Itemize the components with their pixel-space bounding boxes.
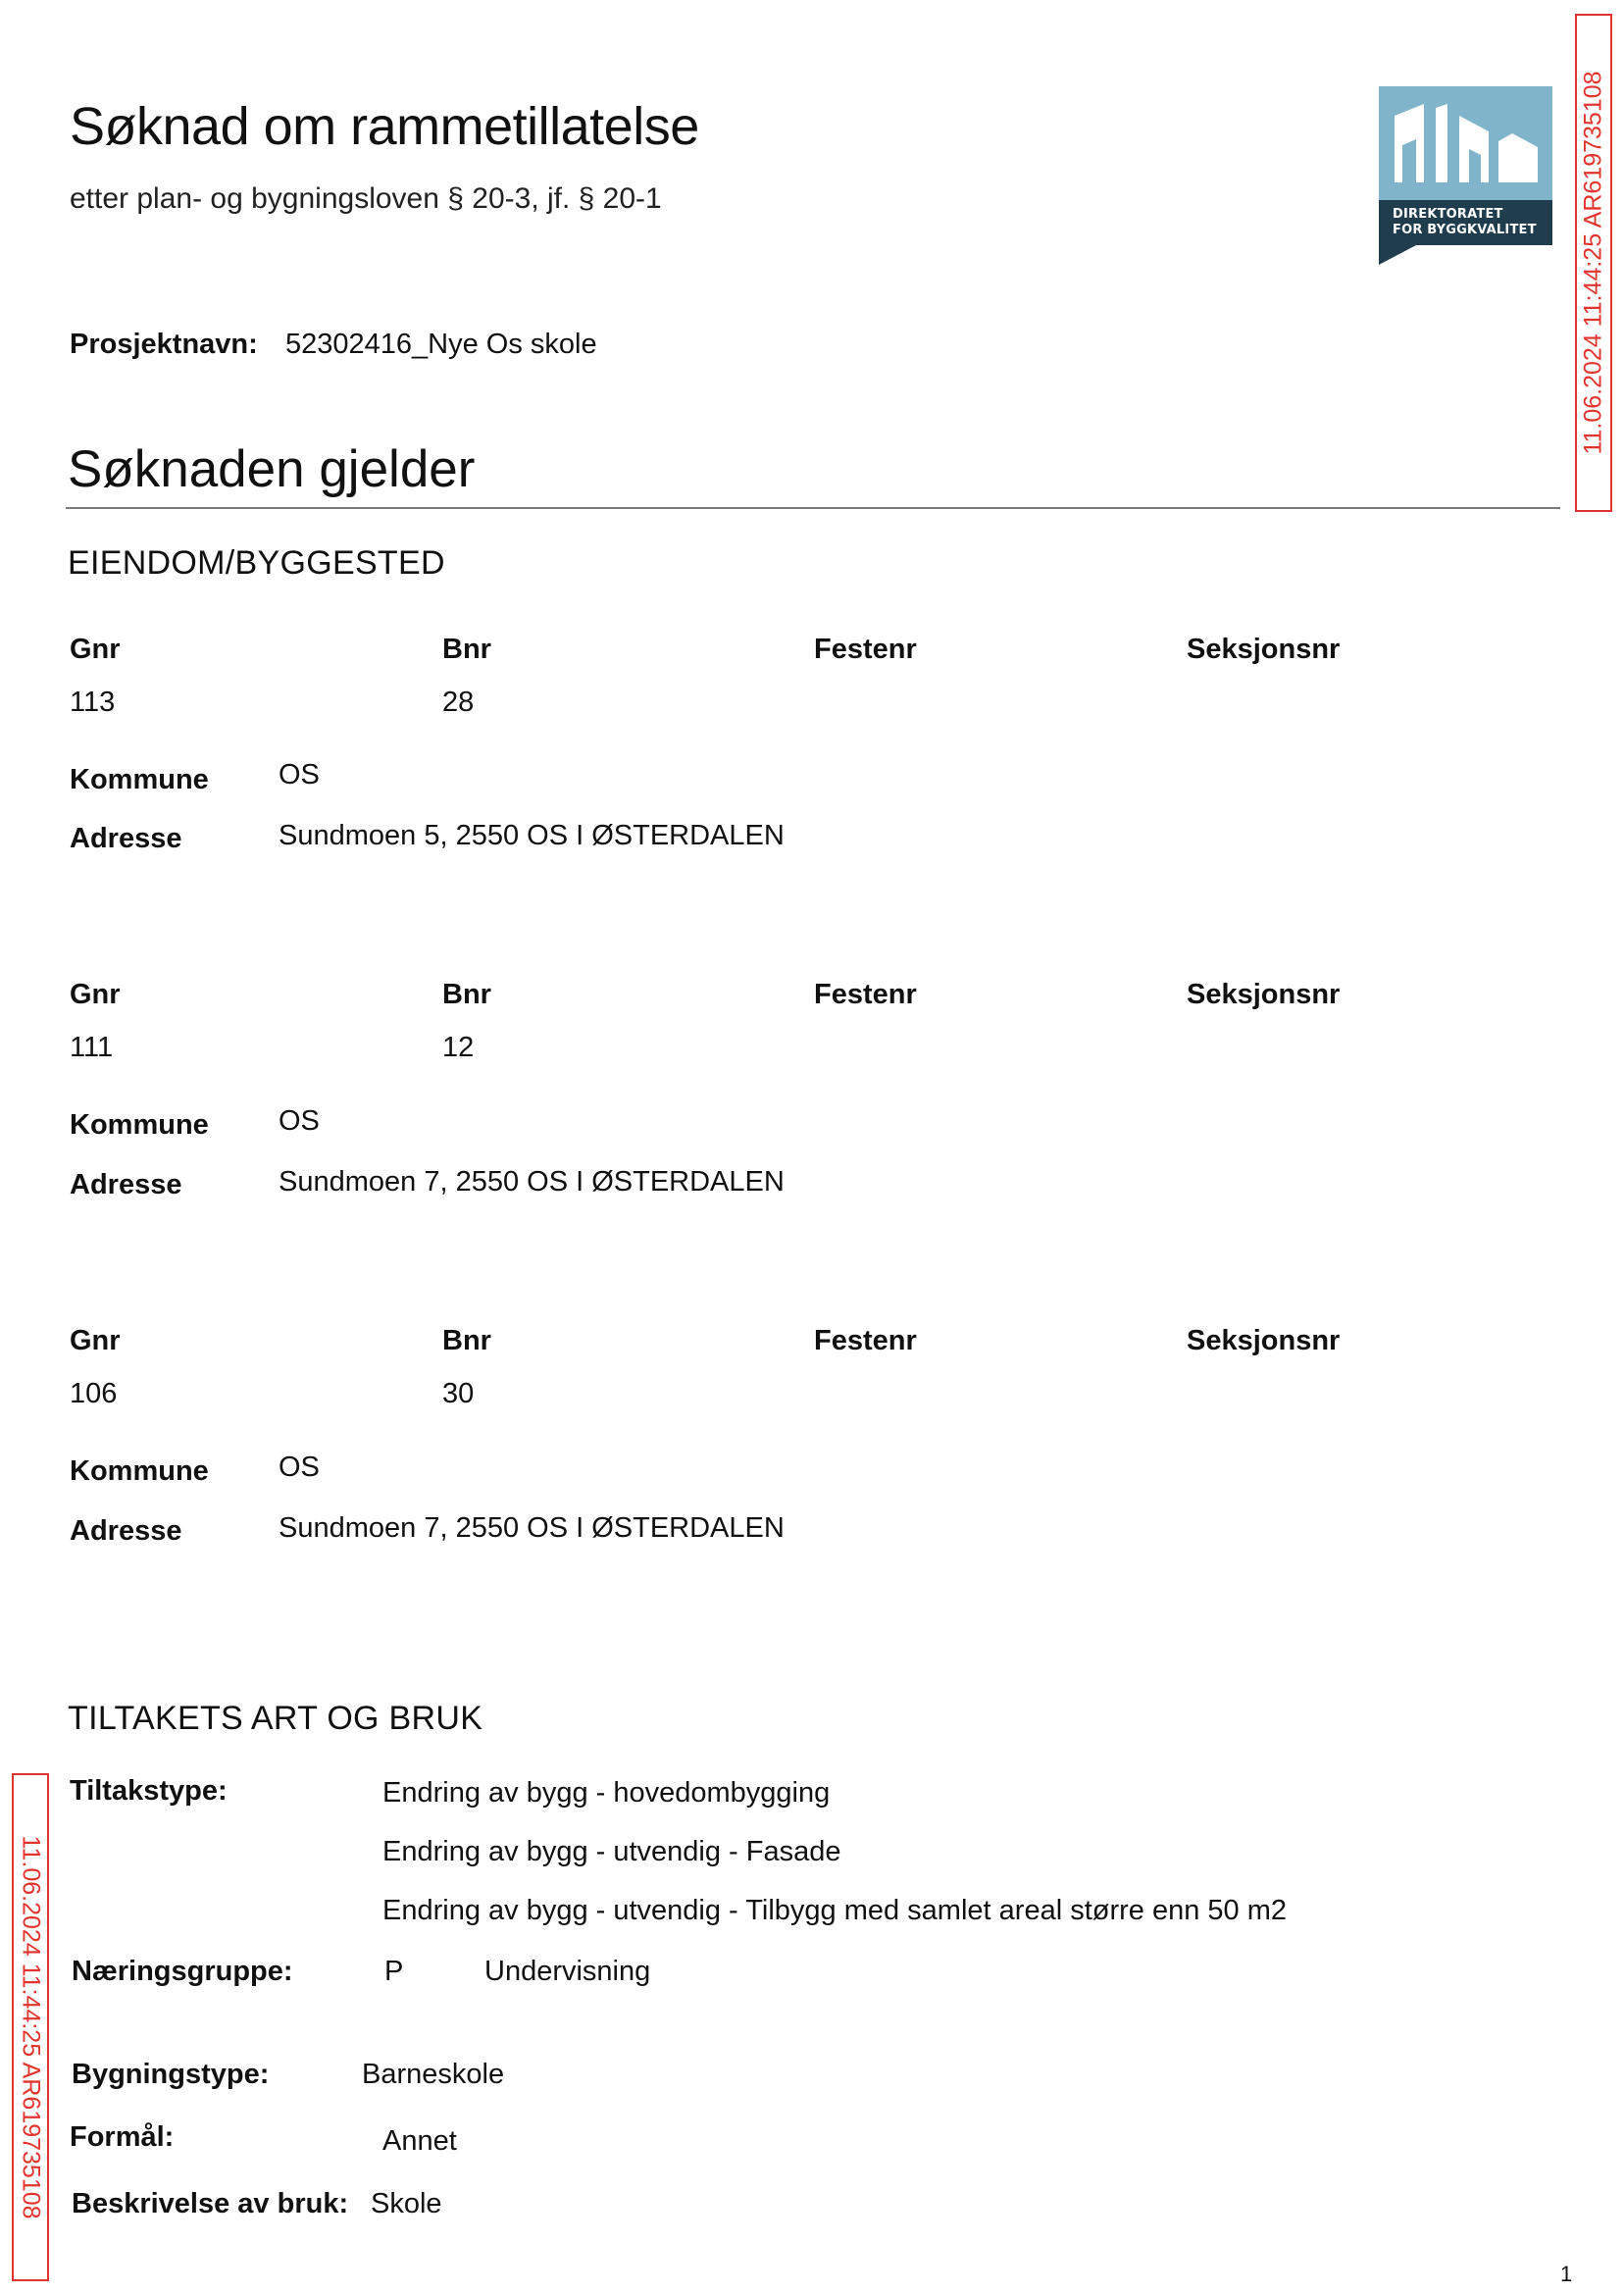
seksjonsnr-label: Seksjonsnr bbox=[1187, 1325, 1341, 1356]
section-title: Søknaden gjelder bbox=[68, 440, 476, 498]
seksjonsnr-label: Seksjonsnr bbox=[1187, 634, 1341, 665]
page-subtitle: etter plan- og bygningsloven § 20-3, jf. § 20-1 bbox=[70, 182, 662, 215]
page-title: Søknad om rammetillatelse bbox=[70, 97, 699, 156]
adresse-label: Adresse bbox=[70, 823, 182, 854]
logo-graphic bbox=[1379, 86, 1552, 200]
project-name-value: 52302416_Nye Os skole bbox=[285, 329, 597, 360]
bnr-value: 30 bbox=[442, 1378, 475, 1409]
gnr-label: Gnr bbox=[70, 1325, 121, 1356]
naeringsgruppe-label: Næringsgruppe: bbox=[72, 1956, 293, 1987]
gnr-label: Gnr bbox=[70, 634, 121, 665]
bnr-value: 28 bbox=[442, 687, 475, 718]
kommune-value: OS bbox=[279, 759, 320, 790]
naeringsgruppe-name: Undervisning bbox=[484, 1956, 651, 1987]
formal-value: Annet bbox=[382, 2125, 457, 2157]
bygningstype-value: Barneskole bbox=[362, 2059, 505, 2090]
festenr-label: Festenr bbox=[814, 634, 917, 665]
logo-text-line1: DIREKTORATET bbox=[1393, 207, 1503, 222]
bnr-label: Bnr bbox=[442, 1325, 491, 1356]
bnr-label: Bnr bbox=[442, 634, 491, 665]
adresse-value: Sundmoen 7, 2550 OS I ØSTERDALEN bbox=[279, 1166, 785, 1198]
logo-text-line2: FOR BYGGKVALITET bbox=[1393, 223, 1537, 237]
gnr-value: 111 bbox=[70, 1032, 114, 1063]
gnr-label: Gnr bbox=[70, 979, 121, 1010]
bygningstype-label: Bygningstype: bbox=[72, 2059, 270, 2090]
gnr-value: 113 bbox=[70, 687, 116, 718]
naeringsgruppe-code: P bbox=[384, 1956, 404, 1987]
tiltakstype-item-3: Endring av bygg - utvendig - Tilbygg med samlet areal større enn 50 m2 bbox=[382, 1895, 1288, 1926]
bnr-label: Bnr bbox=[442, 979, 491, 1010]
kommune-label: Kommune bbox=[70, 1109, 209, 1141]
formal-label: Formål: bbox=[70, 2121, 175, 2153]
adresse-label: Adresse bbox=[70, 1515, 182, 1547]
kommune-label: Kommune bbox=[70, 1455, 209, 1487]
dibk-logo bbox=[1379, 86, 1552, 277]
logo-flag bbox=[1379, 245, 1416, 265]
tiltakstype-item-2: Endring av bygg - utvendig - Fasade bbox=[382, 1836, 841, 1867]
logo-text bbox=[1393, 207, 1537, 238]
seksjonsnr-label: Seksjonsnr bbox=[1187, 979, 1341, 1010]
tiltakstype-item-1: Endring av bygg - hovedombygging bbox=[382, 1777, 831, 1809]
adresse-value: Sundmoen 5, 2550 OS I ØSTERDALEN bbox=[279, 820, 785, 851]
festenr-label: Festenr bbox=[814, 979, 917, 1010]
adresse-value: Sundmoen 7, 2550 OS I ØSTERDALEN bbox=[279, 1512, 785, 1544]
property-section-heading: EIENDOM/BYGGESTED bbox=[68, 544, 445, 582]
festenr-label: Festenr bbox=[814, 1325, 917, 1356]
bnr-value: 12 bbox=[442, 1032, 475, 1063]
kommune-value: OS bbox=[279, 1105, 320, 1137]
kommune-value: OS bbox=[279, 1452, 320, 1483]
section-divider bbox=[66, 507, 1560, 509]
beskrivelse-value: Skole bbox=[371, 2188, 442, 2219]
beskrivelse-label: Beskrivelse av bruk: bbox=[72, 2188, 349, 2219]
adresse-label: Adresse bbox=[70, 1169, 182, 1200]
tiltakstype-label: Tiltakstype: bbox=[70, 1775, 228, 1807]
measure-section-heading: TILTAKETS ART OG BRUK bbox=[68, 1700, 483, 1737]
archive-stamp-right-text: 11.06.2024 11:44:25 AR619735108 bbox=[1579, 71, 1607, 455]
project-name-label: Prosjektnavn: bbox=[70, 329, 258, 360]
archive-stamp-left-text: 11.06.2024 11:44:25 AR619735108 bbox=[17, 1835, 45, 2219]
logo-buildings-icon bbox=[1379, 86, 1552, 200]
gnr-value: 106 bbox=[70, 1378, 118, 1409]
page-number: 1 bbox=[1560, 2262, 1573, 2286]
kommune-label: Kommune bbox=[70, 764, 209, 795]
